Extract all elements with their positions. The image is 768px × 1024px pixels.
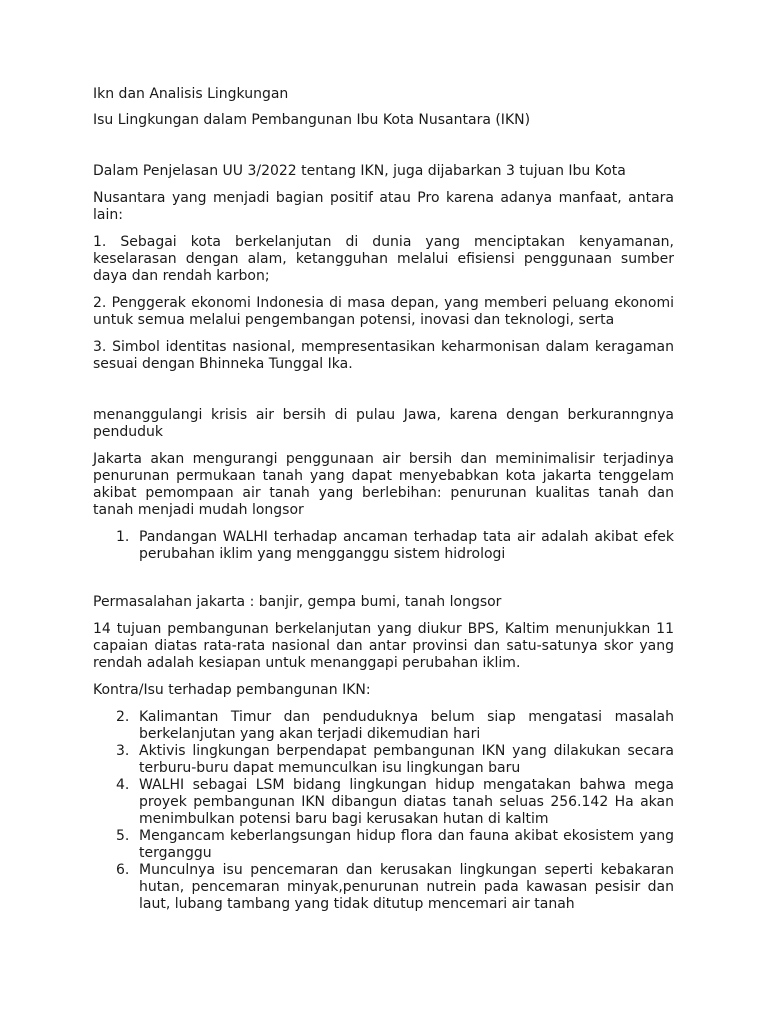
list-item-number: 2. [116,709,130,725]
list-item-text: Mengancam keberlangsungan hidup flora dan fauna akibat ekosistem yang terganggu [139,828,674,861]
list-item [93,862,674,913]
list-item [93,777,674,828]
goal-item-1: 1. Sebagai kota berkelanjutan di dunia yang menciptakan kenyamanan, keselarasan dengan alam, ketangguhan melalui efisiensi penggunaan sumber daya dan rendah karbon; [93,234,674,284]
list-item-number: 4. [116,777,130,793]
list-item-text: Aktivis lingkungan berpendapat pembangunan IKN yang dilakukan secara terburu-buru dapat memunculkan isu lingkungan baru [139,743,674,776]
intro-paragraph-1: Dalam Penjelasan UU 3/2022 tentang IKN, juga dijabarkan 3 tujuan Ibu Kota [93,163,626,179]
list-item [93,709,674,743]
intro-paragraph-2: Nusantara yang menjadi bagian positif atau Pro karena adanya manfaat, antara lain: [93,190,674,223]
list-item-text: Kalimantan Timur dan penduduknya belum siap mengatasi masalah berkelanjutan yang akan terjadi dikemudian hari [139,709,674,742]
walhi-list [93,529,674,563]
list-item-number: 1. [116,529,130,545]
list-item-number: 6. [116,862,130,878]
document-subtitle: Isu Lingkungan dalam Pembangunan Ibu Kota Nusantara (IKN) [93,112,531,128]
list-item-text: Munculnya isu pencemaran dan kerusakan lingkungan seperti kebakaran hutan, pencemaran minyak,penurunan nutrein pada kawasan pesisir dan laut, lubang tambang yang tidak ditutup mencemari air tanah [139,862,674,912]
contra-heading: Kontra/Isu terhadap pembangunan IKN: [93,682,371,698]
document-title: Ikn dan Analisis Lingkungan [93,86,289,102]
list-item-text: Pandangan WALHI terhadap ancaman terhadap tata air adalah akibat efek perubahan iklim yang mengganggu sistem hidrologi [139,529,674,562]
goal-item-3: 3. Simbol identitas nasional, mempresentasikan keharmonisan dalam keragaman sesuai dengan Bhinneka Tunggal Ika. [93,339,674,372]
water-crisis-paragraph: menanggulangi krisis air bersih di pulau Jawa, karena dengan berkuranngnya penduduk [93,407,674,440]
bps-paragraph: 14 tujuan pembangunan berkelanjutan yang diukur BPS, Kaltim menunjukkan 11 capaian diatas rata-rata nasional dan antar provinsi dan satu-satunya skor yang rendah adalah kesiapan untuk menanggapi perubahan iklim. [93,621,674,671]
list-item [93,743,674,777]
jakarta-paragraph: Jakarta akan mengurangi penggunaan air bersih dan meminimalisir terjadinya penurunan permukaan tanah yang dapat menyebabkan kota jakarta tenggelam akibat pemompaan air tanah yang berlebihan: penurunan kualitas tanah dan tanah menjadi mudah longsor [93,451,674,518]
contra-list [93,709,674,913]
goal-item-2: 2. Penggerak ekonomi Indonesia di masa depan, yang memberi peluang ekonomi untuk semua melalui pengembangan potensi, inovasi dan teknologi, serta [93,295,674,328]
list-item [93,828,674,862]
list-item-number: 5. [116,828,130,844]
problems-paragraph: Permasalahan jakarta : banjir, gempa bumi, tanah longsor [93,594,502,610]
list-item-text: WALHI sebagai LSM bidang lingkungan hidup mengatakan bahwa mega proyek pembangunan IKN dibangun diatas tanah seluas 256.142 Ha akan menimbulkan potensi baru bagi kerusakan hutan di kaltim [139,777,674,827]
list-item-number: 3. [116,743,130,759]
list-item [93,529,674,563]
